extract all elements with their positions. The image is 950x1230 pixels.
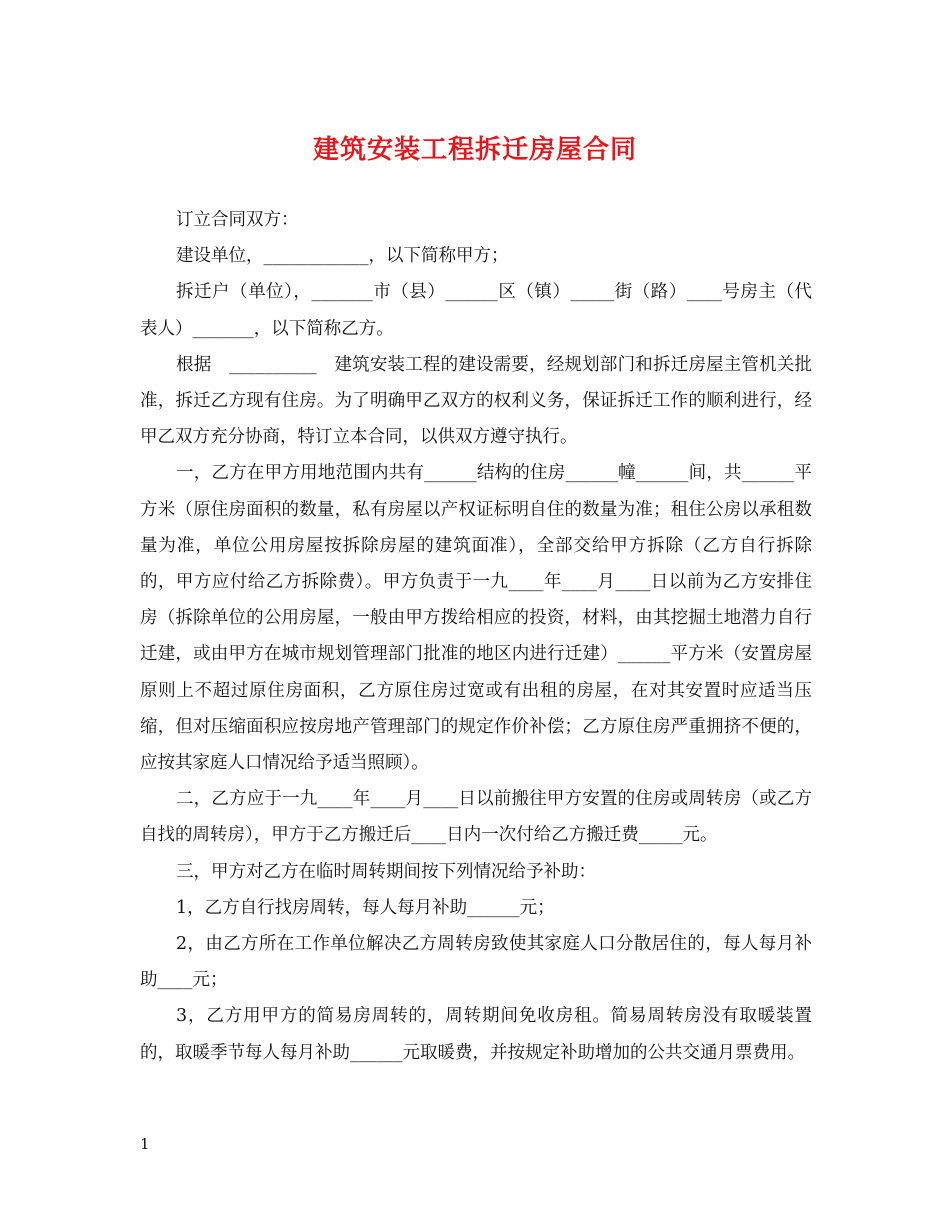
paragraph-clause-3: 三，甲方对乙方在临时周转期间按下列情况给予补助：: [176, 861, 596, 882]
page-number: 1: [140, 1135, 150, 1153]
paragraph-party-b: 拆迁户（单位），_______市（县）______区（镇）_____街（路）____号房主（代表人）_______，以下简称乙方。: [140, 282, 812, 339]
paragraph-clause-3-item-3: 3，乙方用甲方的简易房周转的，周转期间免收房租。简易周转房没有取暖装置的，取暖季节每人每月补助______元取暖费，并按规定补助增加的公共交通月票费用。: [140, 1006, 812, 1063]
paragraph-party-a: 建设单位，____________，以下简称甲方；: [176, 246, 509, 267]
paragraph-clause-3-item-2: 2，由乙方所在工作单位解决乙方周转房致使其家庭人口分散居住的，每人每月补助____元；: [140, 934, 812, 991]
document-body: [140, 202, 812, 1071]
paragraph-preamble: 根据 __________ 建筑安装工程的建设需要，经规划部门和拆迁房屋主管机关批准，拆迁乙方现有住房。为了明确甲乙双方的权利义务，保证拆迁工作的顺利进行，经甲乙双方充分协商，特订立本合同，以供双方遵守执行。: [140, 354, 812, 448]
paragraph-clause-2: 二，乙方应于一九____年____月____日以前搬往甲方安置的住房或周转房（或乙方自找的周转房），甲方于乙方搬迁后____日内一次付给乙方搬迁费_____元。: [140, 789, 812, 846]
document-title: 建筑安装工程拆迁房屋合同: [312, 135, 637, 165]
paragraph-clause-3-item-1: 1，乙方自行找房周转，每人每月补助______元；: [176, 897, 555, 918]
paragraph-parties-heading: 订立合同双方：: [176, 210, 299, 230]
paragraph-clause-1: 一，乙方在甲方用地范围内共有______结构的住房______幢______间，共______平方米（原住房面积的数量，私有房屋以产权证标明自住的数量为准；租住公房以承租数量为准，单位公用房屋按拆除房屋的建筑面准），全部交给甲方拆除（乙方自行拆除的，甲方应付给乙方拆除费）。甲方负责于一九____年____月____日以前为乙方安排住房（拆除单位的公用房屋，一般由甲方拨给相应的投资，材料，由其挖掘土地潜力自行迁建，或由甲方在城市规划管理部门批准的地区内进行迁建）______平方米（安置房屋原则上不超过原住房面积，乙方原住房过宽或有出租的房屋，在对其安置时应适当压缩，但对压缩面积应按房地产管理部门的规定作价补偿；乙方原住房严重拥挤不便的，应按其家庭人口情况给予适当照顾）。: [140, 463, 812, 774]
